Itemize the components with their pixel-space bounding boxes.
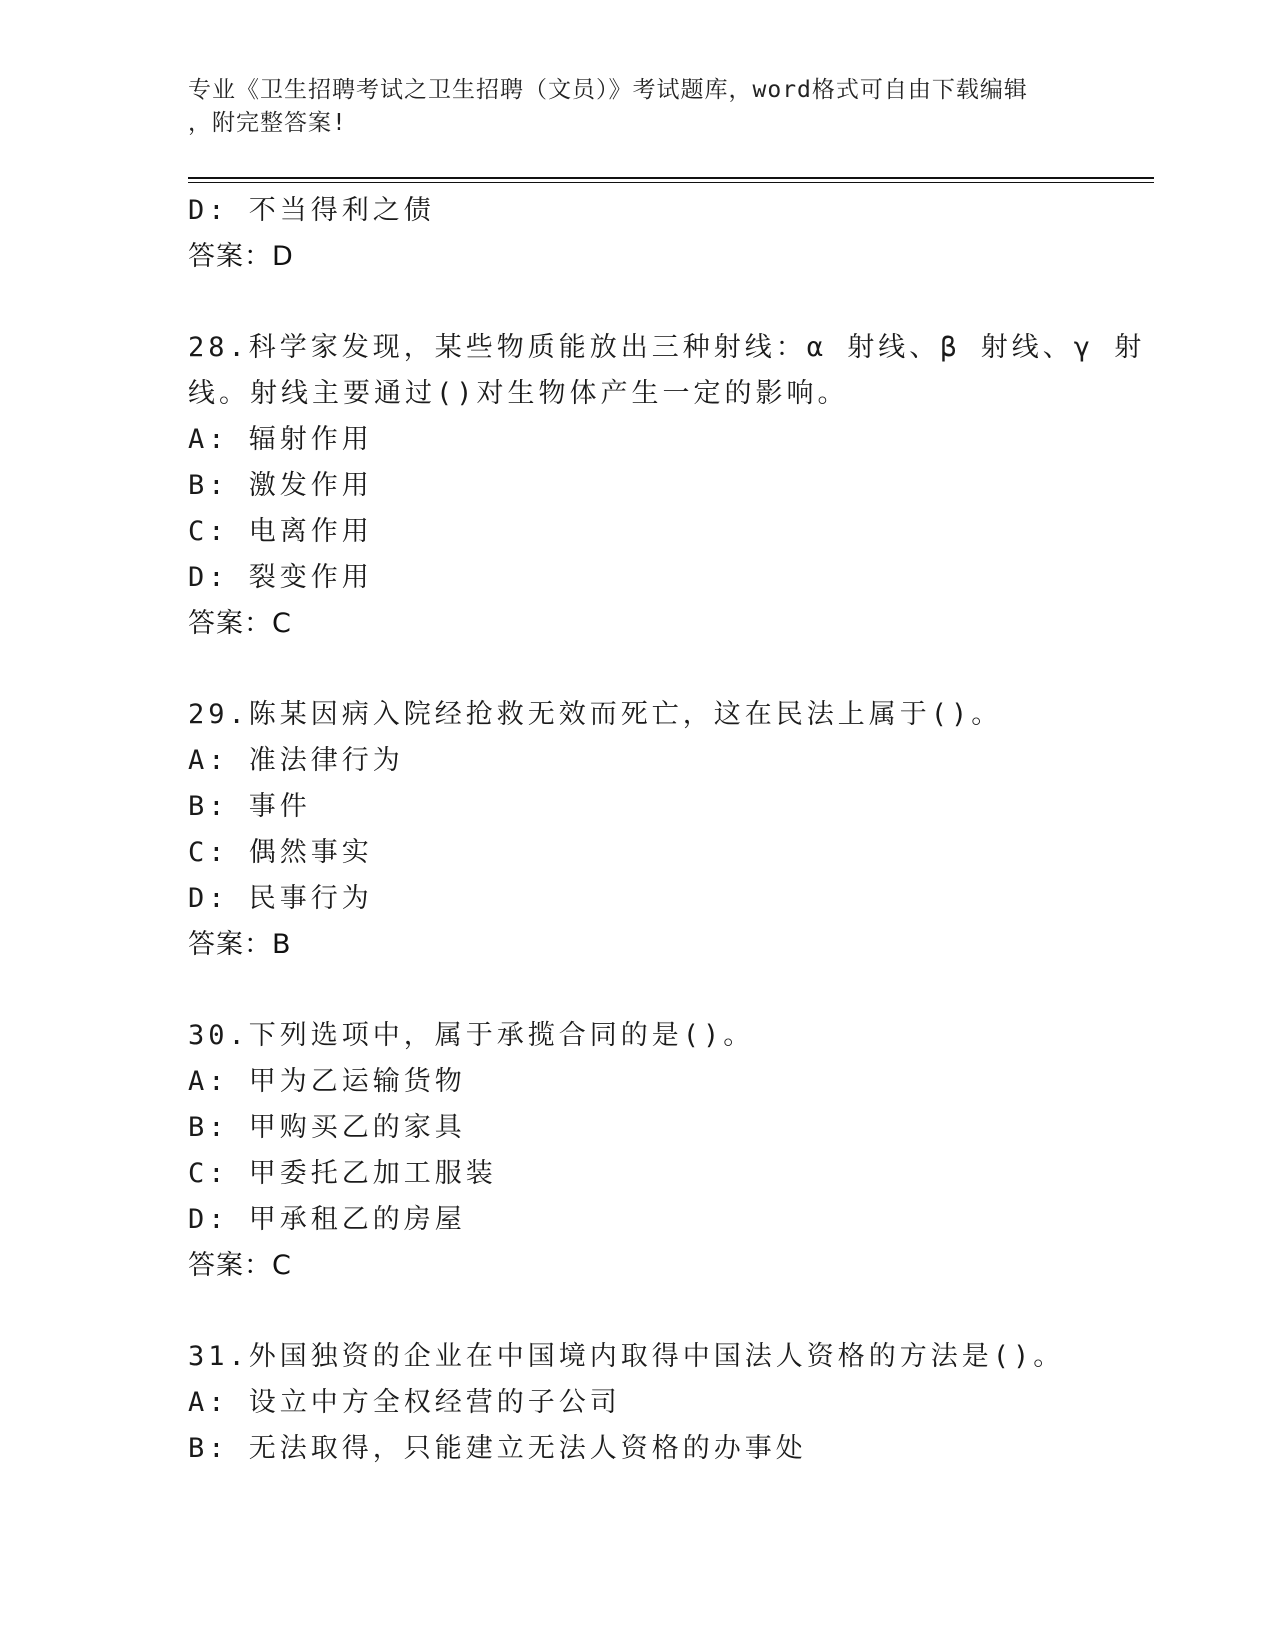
option-c: C: 甲委托乙加工服装	[188, 1158, 497, 1189]
option-d: D: 裂变作用	[188, 562, 373, 593]
question-stem: 28.科学家发现，某些物质能放出三种射线：α 射线、β 射线、γ 射	[188, 332, 1146, 363]
answer-line: 答案：D	[188, 241, 294, 272]
option-c: C: 偶然事实	[188, 837, 373, 868]
option-a: A: 准法律行为	[188, 745, 404, 776]
header-rule-thin	[188, 182, 1154, 183]
option-a: A: 设立中方全权经营的子公司	[188, 1387, 621, 1418]
spacer	[188, 279, 1088, 325]
answer-line: 答案：B	[188, 929, 292, 960]
document-header	[188, 74, 1068, 140]
option-b: B: 无法取得，只能建立无法人资格的办事处	[188, 1433, 807, 1464]
header-line-1: 专业《卫生招聘考试之卫生招聘（文员）》考试题库，word格式可自由下载编辑	[188, 77, 1028, 103]
header-rule-thick	[188, 177, 1154, 179]
option-d: D: 甲承租乙的房屋	[188, 1204, 466, 1235]
question-28	[188, 325, 1146, 646]
document-body	[188, 188, 1146, 1472]
spacer	[188, 1288, 1088, 1334]
question-31	[188, 1334, 1088, 1472]
option-d: D: 民事行为	[188, 883, 373, 914]
question-27-tail	[188, 188, 1088, 279]
option-a: A: 辐射作用	[188, 424, 373, 455]
question-stem: 29.陈某因病入院经抢救无效而死亡，这在民法上属于()。	[188, 699, 1003, 730]
header-line-2: ，附完整答案!	[188, 110, 347, 136]
answer-line: 答案：C	[188, 608, 292, 639]
option-b: B: 甲购买乙的家具	[188, 1112, 466, 1143]
option-b: B: 激发作用	[188, 470, 373, 501]
question-30	[188, 1013, 1088, 1288]
question-29	[188, 692, 1088, 967]
question-stem: 30.下列选项中，属于承揽合同的是()。	[188, 1020, 755, 1051]
spacer	[188, 646, 1088, 692]
answer-line: 答案：C	[188, 1250, 292, 1281]
option-a: A: 甲为乙运输货物	[188, 1066, 466, 1097]
option-d: D: 不当得利之债	[188, 195, 435, 226]
spacer	[188, 967, 1088, 1013]
question-stem-continued: 线。射线主要通过()对生物体产生一定的影响。	[188, 378, 849, 409]
option-c: C: 电离作用	[188, 516, 373, 547]
question-stem: 31.外国独资的企业在中国境内取得中国法人资格的方法是()。	[188, 1341, 1065, 1372]
option-b: B: 事件	[188, 791, 311, 822]
